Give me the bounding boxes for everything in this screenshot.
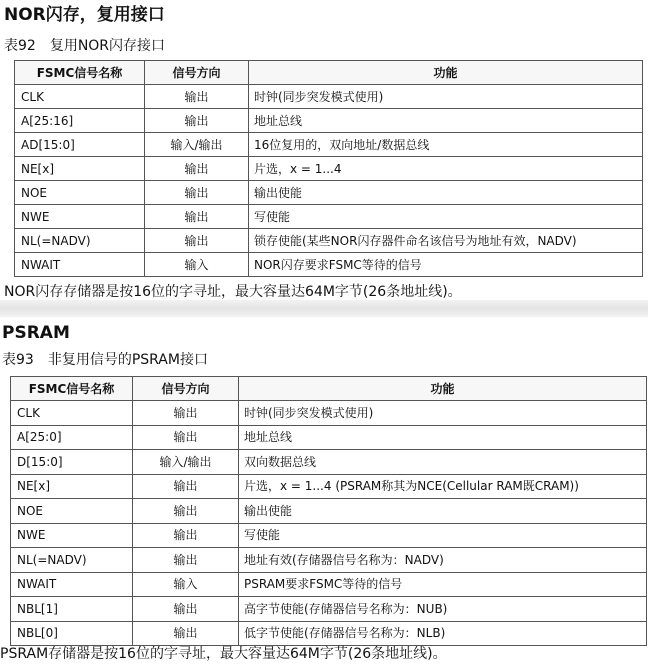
cell-direction: 输入 [145,253,249,277]
nor-section [0,0,648,304]
cell-signal-name: NE[x] [15,157,145,181]
cell-function: 时钟(同步突发模式使用) [249,85,643,109]
table-header-row [11,377,647,401]
cell-signal-name: NWE [11,523,133,548]
cell-function: 双向数据总线 [239,450,647,475]
column-header-function: 功能 [249,61,643,85]
column-header-direction: 信号方向 [133,377,239,401]
nor-table-caption: 表92 复用NOR闪存接口 [4,38,166,54]
cell-function: 16位复用的，双向地址/数据总线 [249,133,643,157]
cell-function: 时钟(同步突发模式使用) [239,401,647,426]
cell-function: NOR闪存要求FSMC等待的信号 [249,253,643,277]
cell-function: 写使能 [249,205,643,229]
table-row [11,621,647,646]
nor-note: NOR闪存存储器是按16位的字寻址，最大容量达64M字节(26条地址线)。 [4,284,462,300]
cell-signal-name: A[25:16] [15,109,145,133]
cell-direction: 输入 [133,572,239,597]
psram-heading: PSRAM [2,323,70,343]
table-row [15,85,643,109]
table-row [15,229,643,253]
cell-signal-name: NL(=NADV) [11,548,133,573]
cell-signal-name: NBL[0] [11,621,133,646]
column-header-direction: 信号方向 [145,61,249,85]
cell-function: 地址有效(存储器信号名称为：NADV) [239,548,647,573]
table-row [15,253,643,277]
nor-signal-table [14,60,643,277]
cell-signal-name: NOE [15,181,145,205]
cell-signal-name: NWE [15,205,145,229]
cell-signal-name: NL(=NADV) [15,229,145,253]
cell-direction: 输出 [145,85,249,109]
table-row [11,572,647,597]
cell-function: PSRAM要求FSMC等待的信号 [239,572,647,597]
cell-direction: 输出 [145,157,249,181]
table-row [11,401,647,426]
column-header-signal-name: FSMC信号名称 [11,377,133,401]
table-row [15,205,643,229]
cell-function: 片选，x = 1...4 (PSRAM称其为NCE(Cellular RAM既CRAM)) [239,474,647,499]
table-row [11,499,647,524]
cell-direction: 输出 [133,548,239,573]
cell-direction: 输出 [133,621,239,646]
cell-signal-name: D[15:0] [11,450,133,475]
table-header-row [15,61,643,85]
column-header-signal-name: FSMC信号名称 [15,61,145,85]
cell-direction: 输入/输出 [133,450,239,475]
cell-signal-name: CLK [11,401,133,426]
cell-signal-name: NWAIT [11,572,133,597]
column-header-function: 功能 [239,377,647,401]
table-row [11,474,647,499]
cell-function: 片选，x = 1...4 [249,157,643,181]
cell-direction: 输出 [133,597,239,622]
cell-function: 地址总线 [249,109,643,133]
nor-heading: NOR闪存，复用接口 [4,5,165,25]
cell-direction: 输出 [133,499,239,524]
cell-direction: 输出 [133,474,239,499]
table-row [11,523,647,548]
cell-direction: 输出 [133,425,239,450]
cell-signal-name: CLK [15,85,145,109]
cell-function: 低字节使能(存储器信号名称为：NLB) [239,621,647,646]
cell-function: 输出使能 [249,181,643,205]
cell-signal-name: NOE [11,499,133,524]
table-row [15,133,643,157]
cell-function: 锁存使能(某些NOR闪存器件命名该信号为地址有效，NADV) [249,229,643,253]
cell-direction: 输出 [133,523,239,548]
cell-direction: 输出 [145,109,249,133]
table-row [15,181,643,205]
table-row [11,548,647,573]
cell-signal-name: NWAIT [15,253,145,277]
table-row [15,157,643,181]
table-row [15,109,643,133]
psram-table-caption: 表93 非复用信号的PSRAM接口 [2,352,208,368]
cell-function: 高字节使能(存储器信号名称为：NUB) [239,597,647,622]
cell-signal-name: NBL[1] [11,597,133,622]
cell-signal-name: AD[15:0] [15,133,145,157]
psram-note: PSRAM存储器是按16位的字寻址，最大容量达64M字节(26条地址线)。 [0,646,447,662]
cell-function: 输出使能 [239,499,647,524]
psram-signal-table [10,376,647,646]
cell-direction: 输出 [145,205,249,229]
cell-signal-name: A[25:0] [11,425,133,450]
cell-signal-name: NE[x] [11,474,133,499]
cell-function: 写使能 [239,523,647,548]
table-row [11,425,647,450]
table-row [11,450,647,475]
cell-function: 地址总线 [239,425,647,450]
section-divider [0,300,648,317]
table-row [11,597,647,622]
cell-direction: 输出 [145,181,249,205]
cell-direction: 输出 [133,401,239,426]
psram-section [0,317,648,664]
cell-direction: 输出 [145,229,249,253]
cell-direction: 输入/输出 [145,133,249,157]
